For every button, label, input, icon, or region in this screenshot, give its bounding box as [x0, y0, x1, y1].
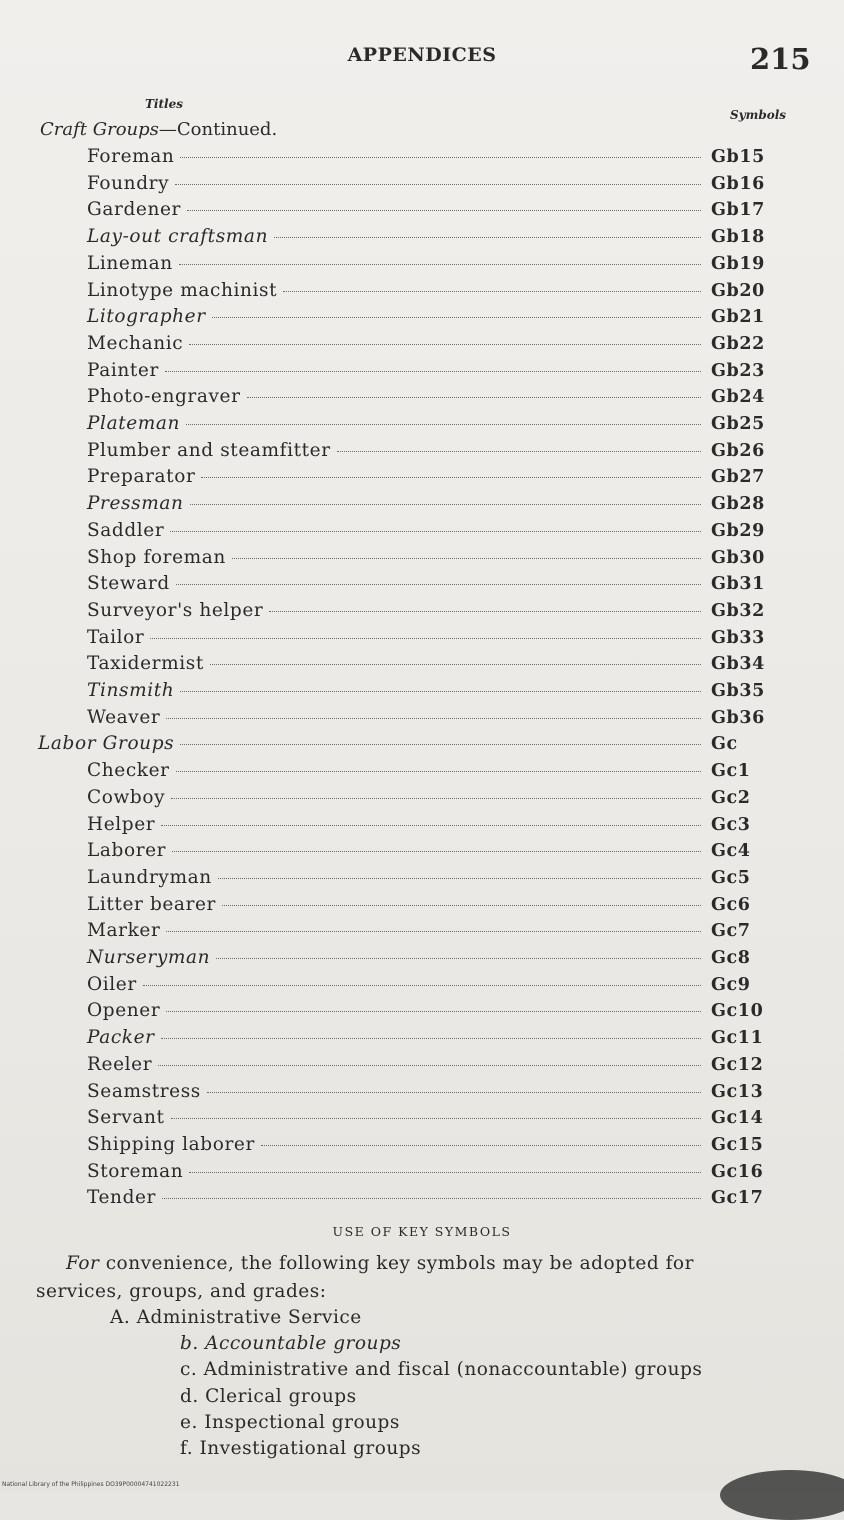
list-item [87, 360, 767, 386]
list-item [87, 1187, 767, 1213]
entry-title: Opener [87, 1000, 161, 1022]
entry-symbol: Gb18 [711, 227, 765, 248]
entry-symbol: Gc [711, 734, 738, 755]
list-item [87, 466, 767, 492]
entry-title: Packer [87, 1027, 155, 1049]
paragraph-lead-word: For [66, 1253, 100, 1274]
list-item [87, 1027, 767, 1053]
entry-title: Litter bearer [87, 893, 216, 915]
entry-title: Servant [87, 1107, 165, 1129]
entry-symbol: Gb17 [711, 200, 765, 221]
entry-symbol: Gb35 [711, 681, 765, 701]
entry-title: Cowboy [87, 786, 166, 808]
entry-title: Lay-out craftsman [87, 226, 269, 248]
entry-title: Plateman [87, 413, 181, 434]
entry-symbol: Gb29 [711, 520, 765, 541]
entry-symbol: Gb34 [711, 654, 765, 675]
leader-dots [165, 371, 701, 372]
running-head: APPENDICES [347, 44, 497, 66]
entry-symbol: Gc1 [711, 761, 751, 782]
list-item [87, 520, 767, 546]
leader-dots [166, 931, 701, 932]
craft-groups-heading [40, 119, 277, 140]
list-item [87, 547, 767, 573]
entry-symbol: Gb32 [711, 600, 765, 621]
leader-dots [166, 718, 701, 719]
entry-symbol: Gc15 [711, 1134, 764, 1155]
entry-title: Checker [87, 760, 170, 782]
entry-title: Gardener [87, 199, 181, 221]
entry-symbol: Gb24 [711, 387, 765, 408]
leader-dots [190, 504, 701, 505]
entry-symbol: Gb27 [711, 467, 765, 488]
entry-title: Laundryman [87, 866, 212, 888]
entry-symbol: Gb30 [711, 547, 765, 568]
leader-dots [216, 958, 701, 959]
list-item [87, 627, 767, 653]
labor-groups-row [38, 733, 767, 759]
entry-symbol: Gb16 [711, 173, 765, 194]
entry-symbol: Gc16 [711, 1161, 764, 1182]
paragraph-line-2: services, groups, and grades: [36, 1281, 327, 1302]
list-item [87, 226, 767, 252]
entry-title: Litographer [87, 306, 206, 328]
list-item [87, 894, 767, 920]
paragraph-line-1 [36, 1250, 796, 1278]
leader-dots [274, 237, 701, 238]
leader-dots [232, 558, 701, 559]
leader-dots [212, 317, 701, 318]
leader-dots [162, 1198, 701, 1199]
entry-title: Labor Groups [38, 733, 175, 755]
entry-symbol: Gc8 [711, 948, 751, 968]
craft-groups-title: Craft Groups [40, 119, 159, 140]
entry-title: Foundry [87, 172, 170, 194]
entry-symbol: Gc13 [711, 1081, 764, 1102]
entry-title: Tailor [87, 626, 145, 648]
list-item [87, 333, 767, 359]
entry-symbol: Gb20 [711, 280, 765, 301]
leader-dots [189, 1172, 701, 1173]
entry-title: Saddler [87, 519, 165, 541]
entry-symbol: Gb21 [711, 307, 765, 328]
entry-symbol: Gc11 [711, 1028, 764, 1049]
entry-symbol: Gc12 [711, 1054, 764, 1075]
leader-dots [161, 1038, 701, 1039]
entry-title: Seamstress [87, 1080, 201, 1102]
list-item [87, 707, 767, 733]
entry-title: Painter [87, 359, 159, 381]
leader-dots [161, 825, 701, 826]
leader-dots [171, 1118, 702, 1119]
entry-symbol: Gb19 [711, 253, 765, 274]
leader-dots [337, 451, 701, 452]
list-item [87, 1081, 767, 1107]
list-item [87, 573, 767, 599]
list-item [87, 920, 767, 946]
leader-dots [187, 210, 701, 211]
entry-title: Shop foreman [87, 546, 226, 568]
entry-title: Foreman [87, 146, 175, 167]
leader-dots [218, 878, 701, 879]
list-item [87, 493, 767, 519]
leader-dots [261, 1145, 701, 1146]
entry-title: Taxidermist [87, 653, 204, 675]
column-header-symbols: Symbols [730, 108, 787, 122]
entry-symbol: Gc14 [711, 1108, 764, 1129]
entry-title: Marker [87, 920, 161, 942]
entry-symbol: Gc17 [711, 1188, 764, 1209]
leader-dots [210, 664, 701, 665]
column-header-titles: Titles [145, 97, 183, 111]
entry-symbol: Gc9 [711, 974, 751, 995]
leader-dots [180, 744, 701, 745]
list-item [87, 840, 767, 866]
list-item [87, 1161, 767, 1187]
list-item [87, 760, 767, 786]
list-item [87, 947, 767, 973]
list-item [87, 680, 767, 706]
list-item [87, 974, 767, 1000]
list-item [87, 1054, 767, 1080]
leader-dots [269, 611, 701, 612]
leader-dots [143, 985, 701, 986]
leader-dots [201, 477, 701, 478]
entry-title: Shipping laborer [87, 1133, 255, 1155]
entry-title: Lineman [87, 252, 173, 274]
entry-symbol: Gb28 [711, 494, 765, 515]
scan-footer: National Library of the Philippines DO39P00004741022231 [2, 1481, 180, 1488]
entry-symbol: Gc6 [711, 894, 751, 915]
list-item [87, 1000, 767, 1026]
entry-symbol: Gb26 [711, 440, 765, 461]
paragraph-line-1-rest: convenience, the following key symbols may be adopted for [99, 1253, 694, 1274]
entry-symbol: Gc4 [711, 841, 751, 862]
leader-dots [180, 691, 701, 692]
list-item [87, 814, 767, 840]
list-item [87, 306, 767, 332]
list-item [87, 600, 767, 626]
entry-title: Pressman [87, 493, 184, 515]
entry-symbol: Gb36 [711, 707, 765, 728]
leader-dots [166, 1011, 701, 1012]
intro-paragraph [36, 1250, 796, 1306]
entry-title: Weaver [87, 706, 161, 728]
list-item [87, 440, 767, 466]
entry-title: Helper [87, 813, 156, 835]
entry-title: Steward [87, 573, 170, 595]
key-list-item: d. Clerical groups [180, 1386, 357, 1407]
list-item [87, 867, 767, 893]
entry-title: Linotype machinist [87, 279, 278, 301]
page-number: 215 [750, 42, 811, 76]
entry-title: Preparator [87, 466, 196, 488]
entry-title: Mechanic [87, 332, 184, 354]
entry-symbol: Gc2 [711, 787, 751, 808]
entry-symbol: Gb33 [711, 627, 765, 648]
craft-groups-suffix: —Continued. [158, 119, 278, 140]
leader-dots [247, 397, 701, 398]
section-title: USE OF KEY SYMBOLS [332, 1224, 512, 1239]
entry-title: Surveyor's helper [87, 599, 264, 621]
list-item [87, 253, 767, 279]
leader-dots [172, 851, 701, 852]
entry-title: Plumber and steamfitter [87, 439, 331, 461]
leader-dots [179, 264, 701, 265]
leader-dots [176, 584, 701, 585]
leader-dots [207, 1092, 701, 1093]
leader-dots [180, 157, 701, 158]
key-list-item: f. Investigational groups [180, 1438, 422, 1459]
leader-dots [283, 291, 701, 292]
leader-dots [150, 638, 701, 639]
entry-symbol: Gb23 [711, 360, 765, 381]
list-item [87, 1107, 767, 1133]
entry-title: Reeler [87, 1053, 153, 1075]
leader-dots [175, 184, 701, 185]
list-item [87, 280, 767, 306]
key-list-item: A. Administrative Service [110, 1307, 362, 1328]
entry-title: Laborer [87, 840, 167, 862]
leader-dots [171, 798, 701, 799]
leader-dots [158, 1065, 701, 1066]
entry-title: Tinsmith [87, 680, 175, 701]
scan-corner-shadow [720, 1470, 844, 1520]
entry-symbol: Gb15 [711, 147, 765, 167]
entry-title: Photo-engraver [87, 386, 241, 408]
list-item [87, 413, 767, 439]
list-item [87, 199, 767, 225]
entry-symbol: Gc3 [711, 814, 751, 835]
entry-title: Oiler [87, 973, 137, 995]
list-item [87, 1134, 767, 1160]
entry-title: Nurseryman [87, 947, 211, 968]
entry-symbol: Gc7 [711, 921, 751, 942]
entry-symbol: Gb25 [711, 414, 765, 434]
list-item [87, 173, 767, 199]
entry-title: Tender [87, 1187, 157, 1209]
entry-symbol: Gb31 [711, 574, 765, 595]
leader-dots [170, 531, 701, 532]
entry-symbol: Gc10 [711, 1001, 764, 1022]
leader-dots [189, 344, 701, 345]
list-item [87, 146, 767, 172]
leader-dots [176, 771, 701, 772]
entry-title: Storeman [87, 1160, 184, 1182]
key-list-item: e. Inspectional groups [180, 1412, 400, 1433]
list-item [87, 653, 767, 679]
key-list-item: c. Administrative and fiscal (nonaccountable) groups [180, 1359, 703, 1380]
list-item [87, 386, 767, 412]
entry-symbol: Gc5 [711, 867, 751, 888]
list-item [87, 787, 767, 813]
entry-symbol: Gb22 [711, 333, 765, 354]
leader-dots [222, 905, 701, 906]
leader-dots [186, 424, 701, 425]
key-list-item: b. Accountable groups [180, 1333, 402, 1354]
